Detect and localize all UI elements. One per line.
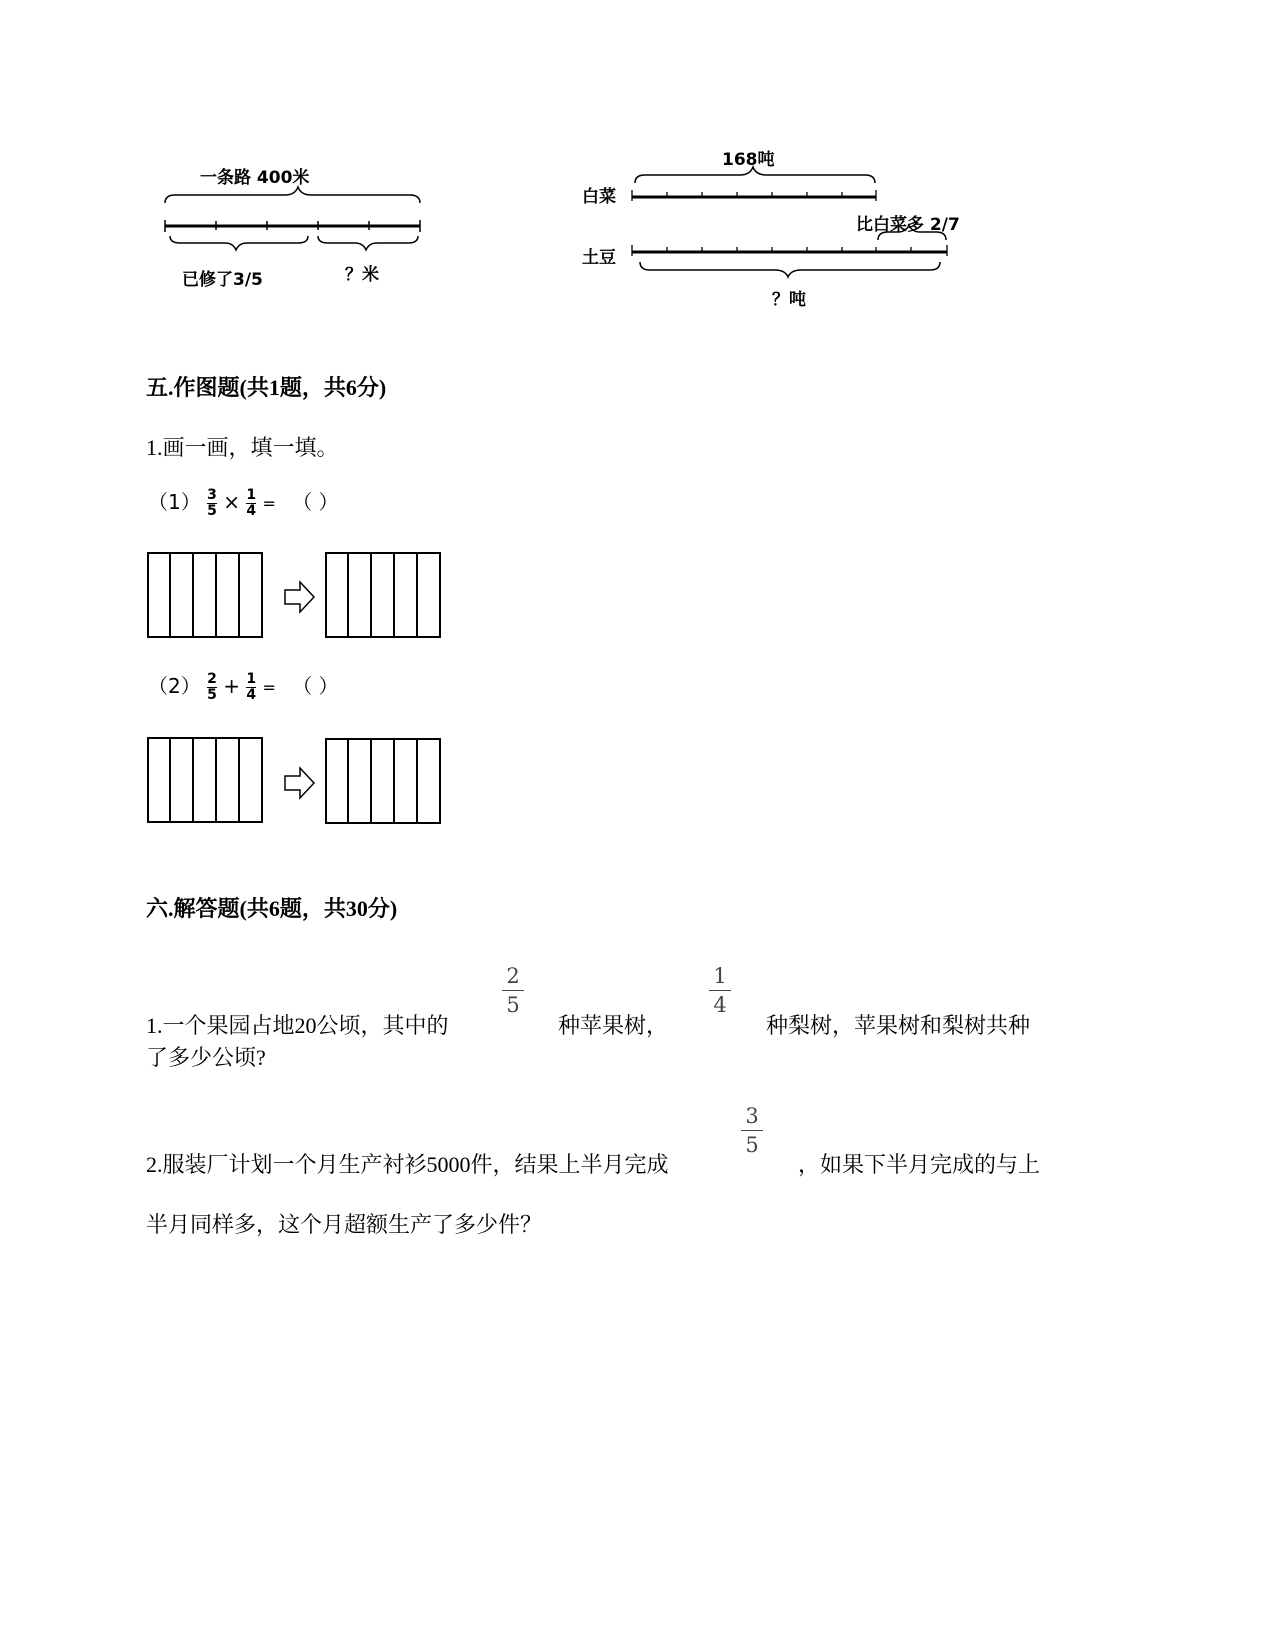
extra-label: 比白菜多 2/7	[856, 215, 960, 235]
sub2-fraction-b: $\frac{1}{4}$	[246, 671, 257, 703]
sub1-fraction-b: $\frac{1}{4}$	[246, 487, 257, 519]
sub2-fraction-a: $\frac{2}{5}$	[207, 671, 217, 703]
sub1-fraction-a: $\frac{3}{5}$	[207, 487, 217, 519]
q1-text-part1: 1.一个果园占地20公顷，其中的	[146, 1013, 449, 1038]
q1-text-part2: 种苹果树，	[558, 1013, 669, 1038]
cabbage-total-label: 168吨	[722, 150, 775, 170]
q1-text-line2: 了多少公顷?	[146, 1045, 266, 1070]
sub1-answer-blank[interactable]: （ ）	[292, 490, 339, 514]
potato-total-label: ？吨	[772, 290, 806, 310]
section5-q1-text: 1.画一画，填一填。	[146, 435, 339, 460]
q1-fraction-pear: 1 4	[709, 964, 731, 1017]
q2-fraction: 3 5	[741, 1104, 763, 1157]
sub2-answer-blank[interactable]: （ ）	[292, 674, 339, 698]
sub1-index: （1）	[148, 490, 201, 514]
potato-row-label: 土豆	[582, 248, 616, 268]
sub2-equals: =	[262, 678, 276, 697]
q1-text-part3: 种梨树，苹果树和梨树共种	[766, 1013, 1031, 1038]
road-total-label: 一条路 400米	[200, 168, 310, 188]
q2-text-line2: 半月同样多，这个月超额生产了多少件？	[146, 1212, 543, 1237]
sub1-equals: =	[262, 494, 276, 513]
section5-heading: 五.作图题(共1题，共6分)	[146, 375, 387, 400]
q2-text-part1: 2.服装厂计划一个月生产衬衫5000件，结果上半月完成	[146, 1152, 669, 1177]
road-done-label: 已修了3/5	[182, 270, 263, 290]
sub1-operator: ×	[223, 490, 240, 514]
section6-heading: 六.解答题(共6题，共30分)	[146, 896, 398, 921]
q1-fraction-apple: 2 5	[502, 964, 524, 1017]
road-rest-label: ？米	[345, 265, 379, 285]
sub2-index: （2）	[148, 674, 201, 698]
q2-text-part2: ，如果下半月完成的与上	[798, 1152, 1041, 1177]
sub2-operator: +	[223, 674, 240, 698]
cabbage-row-label: 白菜	[582, 187, 616, 207]
